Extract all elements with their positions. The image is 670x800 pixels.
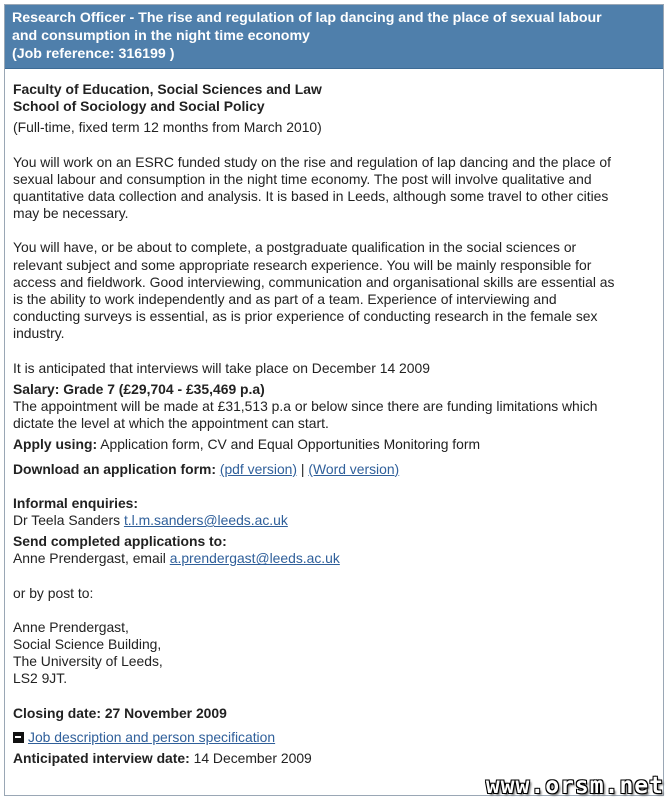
enquiries-name: Dr Teela Sanders <box>13 512 124 529</box>
job-reference: (Job reference: 316199 ) <box>12 46 175 62</box>
pdf-version-link[interactable]: (pdf version) <box>219 460 298 477</box>
interviews-note: It is anticipated that interviews will take place on December 14 2009 <box>13 359 430 376</box>
job-title-line: Research Officer - The rise and regulation of lap dancing and the place of sexual labour <box>12 10 602 26</box>
document-icon <box>13 732 24 743</box>
job-advert-panel <box>4 4 664 796</box>
send-heading: Send completed applications to: <box>13 533 227 550</box>
link-separator: | <box>297 460 309 477</box>
enquiries-heading: Informal enquiries: <box>13 494 139 511</box>
send-contact <box>13 550 655 567</box>
send-email-link[interactable]: a.prendergast@leeds.ac.uk <box>169 550 340 567</box>
job-title-header <box>5 5 663 69</box>
job-description-row <box>13 729 655 746</box>
anticipated-value: 14 December 2009 <box>189 750 312 767</box>
anticipated-interview <box>13 750 655 767</box>
salary-details: The appointment will be made at £31,513 p.a or below since there are funding limitations which dictate the level at which the appointment can start. <box>13 398 598 432</box>
salary-heading: Salary: Grade 7 (£29,704 - £35,469 p.a) <box>13 380 265 397</box>
download-form <box>13 461 655 478</box>
word-version-link[interactable]: (Word version) <box>308 460 400 477</box>
job-details <box>5 81 663 767</box>
job-description-link[interactable]: Job description and person specification <box>28 728 276 745</box>
apply-label: Apply using: <box>13 436 98 453</box>
apply-using <box>13 436 655 453</box>
send-name: Anne Prendergast, email <box>13 550 170 567</box>
post-intro: or by post to: <box>13 584 94 601</box>
faculty-name: Faculty of Education, Social Sciences and Law <box>13 81 322 97</box>
school-name: School of Sociology and Social Policy <box>13 98 265 115</box>
job-title-line: and consumption in the night time economy <box>12 28 310 44</box>
requirements-paragraph: You will have, or be about to complete, a postgraduate qualification in the social sciences or relevant subject and some appropriate research experience. You will be mainly responsible for access and fieldwork. Good interviewing, communication and organisational skills are essential as is the ability to work independently and as part of a team. Experience of interviewing and conducting surveys is essential, as is prior experience of conducting research in the female sex industry. <box>13 239 615 342</box>
description-paragraph: You will work on an ESRC funded study on the rise and regulation of lap dancing and the place of sexual labour and consumption in the night time economy. The post will involve qualitative and quantitative data collection and analysis. It is based in Leeds, although some travel to other cities may be necessary. <box>13 153 611 222</box>
contract-terms: (Full-time, fixed term 12 months from March 2010) <box>13 119 322 136</box>
site-watermark: www.orsm.net <box>485 773 664 799</box>
download-label: Download an application form: <box>13 460 216 477</box>
anticipated-label: Anticipated interview date: <box>13 750 190 767</box>
apply-value: Application form, CV and Equal Opportunities Monitoring form <box>97 436 481 453</box>
faculty-block <box>13 81 655 115</box>
postal-address: Anne Prendergast, Social Science Building, The University of Leeds, LS2 9JT. <box>13 618 163 687</box>
enquiries-contact <box>13 512 655 529</box>
enquiries-email-link[interactable]: t.l.m.sanders@leeds.ac.uk <box>123 512 288 529</box>
closing-date: Closing date: 27 November 2009 <box>13 704 227 721</box>
